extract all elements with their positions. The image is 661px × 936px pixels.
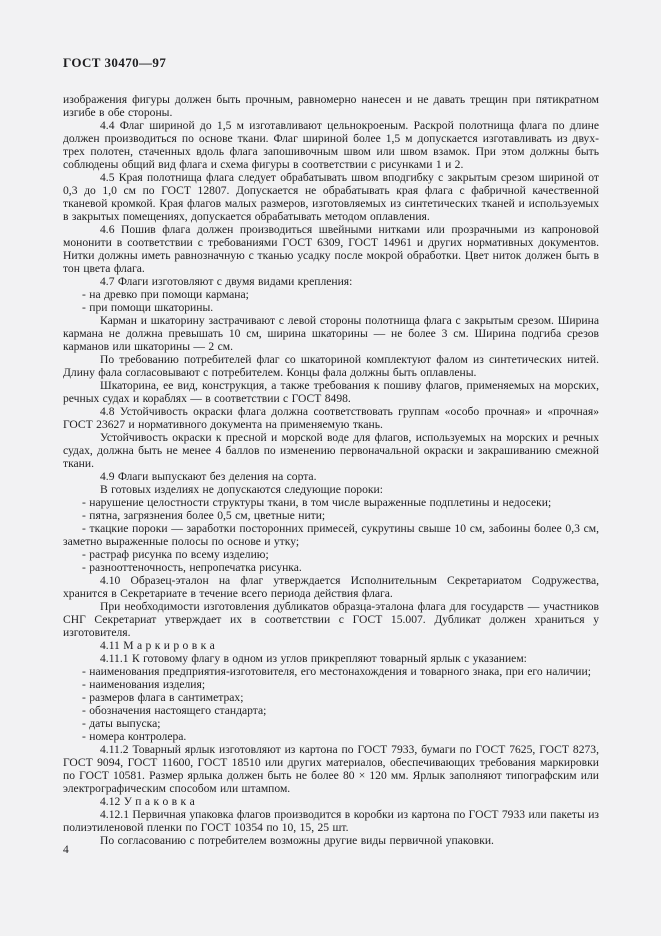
paragraph: изображения фигуры должен быть прочным, равномерно нанесен и не давать трещин при пятикратном изгибе в обе стороны. [63,93,599,119]
paragraph: 4.6 Пошив флага должен производиться швейными нитками или прозрачными из капроновой мононити в соответствии с требованиями ГОСТ 6309, ГОСТ 14961 и других нормативных документов. Нитки должны иметь равнозначную с тканью усадку после мокрой обработки. Цвет ниток должен быть в тон цвета флага. [63,223,599,275]
paragraph: Устойчивость окраски к пресной и морской воде для флагов, используемых на морских и речных судах, должна быть не менее 4 баллов по изменению первоначальной окраски и закрашиванию смежной ткани. [63,431,599,470]
paragraph: 4.11 М а р к и р о в к а [100,639,215,652]
paragraph: - размеров флага в сантиметрах; [82,691,244,704]
paragraph: - обозначения настоящего стандарта; [82,704,267,717]
paragraph: 4.10 Образец-эталон на флаг утверждается Исполнительным Секретариатом Содружества, хранится в Секретариате в течение всего периода действия флага. [63,574,599,600]
paragraph: - пятна, загрязнения более 0,5 см, цветные нити; [82,509,326,522]
paragraph: 4.11.2 Товарный ярлык изготовляют из картона по ГОСТ 7933, бумаги по ГОСТ 7625, ГОСТ 8273, ГОСТ 9094, ГОСТ 11600, ГОСТ 18510 или других материалов, обеспечивающих требования маркировки по ГОСТ 10581. Размер ярлыка должен быть не более 80 × 120 мм. Ярлык заполняют типографским или электрографическим способом или штампом. [63,743,599,795]
paragraph: - ткацкие пороки — заработки посторонних примесей, сукрутины свыше 10 см, забоины более 0,3 см, заметно выраженные полосы по основе и утку; [63,522,599,548]
paragraph: - при помощи шкаторины. [82,301,214,314]
paragraph: По согласованию с потребителем возможны другие виды первичной упаковки. [100,834,494,847]
paragraph: - номера контролера. [82,730,187,743]
paragraph: - на древко при помощи кармана; [82,288,249,301]
paragraph: - наименования изделия; [82,678,206,691]
paragraph: 4.4 Флаг шириной до 1,5 м изготавливают цельнокроеным. Раскрой полотнища флага по длине должен производиться по основе ткани. Флаг шириной более 1,5 м допускается изготавливать из двух-трех полотен, стаченных вдоль флага запошивочным швом или швом взамок. При этом должны быть соблюдены общий вид флага и схема фигуры в соответствии с рисунками 1 и 2. [63,119,599,171]
paragraph: 4.12 У п а к о в к а [100,795,195,808]
paragraph: 4.11.1 К готовому флагу в одном из углов прикрепляют товарный ярлык с указанием: [100,652,527,665]
document-header: ГОСТ 30470—97 [63,55,167,70]
paragraph: - наименования предприятия-изготовителя, его местонахождения и товарного знака, при его наличии; [82,665,591,678]
paragraph: - растраф рисунка по всему изделию; [82,548,269,561]
paragraph: 4.12.1 Первичная упаковка флагов производится в коробки из картона по ГОСТ 7933 или пакеты из полиэтиленовой пленки по ГОСТ 10354 по 10, 15, 25 шт. [63,808,599,834]
paragraph: Шкаторина, ее вид, конструкция, а также требования к пошиву флагов, применяемых на морских, речных судах и кораблях — в соответствии с ГОСТ 8498. [63,379,599,405]
paragraph: 4.9 Флаги выпускают без деления на сорта. [100,470,317,483]
paragraph: 4.7 Флаги изготовляют с двумя видами крепления: [100,275,353,288]
paragraph: Карман и шкаторину застрачивают с левой стороны полотнища флага с закрытым срезом. Ширина кармана не должна превышать 10 см, ширина шкаторины — не более 3 см. Ширина подгиба срезов карманов или шкаторины — 2 см. [63,314,599,353]
page-number: 4 [63,844,69,856]
paragraph: 4.5 Края полотнища флага следует обрабатывать швом вподгибку с закрытым срезом шириной от 0,3 до 1,0 см по ГОСТ 12807. Допускается не обрабатывать края флага с фабричной качественной тканевой кромкой. Края флагов малых размеров, изготовляемых из синтетических тканей и используемых в закрытых помещениях, допускается обрабатывать методом оплавления. [63,171,599,223]
paragraph: - разнооттеночность, непропечатка рисунка. [82,561,302,574]
paragraph: - нарушение целостности структуры ткани, в том числе выраженные подплетины и недосеки; [82,496,552,509]
paragraph: - даты выпуска; [82,717,161,730]
paragraph: По требованию потребителей флаг со шкаториной комплектуют фалом из синтетических нитей. Длину фала согласовывают с потребителем. Концы фала должны быть оплавлены. [63,353,599,379]
paragraph: В готовых изделиях не допускаются следующие пороки: [100,483,383,496]
document-body [63,93,599,847]
paragraph: 4.8 Устойчивость окраски флага должна соответствовать группам «особо прочная» и «прочная» ГОСТ 23627 и нормативного документа на применяемую ткань. [63,405,599,431]
paragraph: При необходимости изготовления дубликатов образца-эталона флага для государств — участников СНГ Секретариат утверждает их в соответствии с ГОСТ 15.007. Дубликат должен храниться у изготовителя. [63,600,599,639]
